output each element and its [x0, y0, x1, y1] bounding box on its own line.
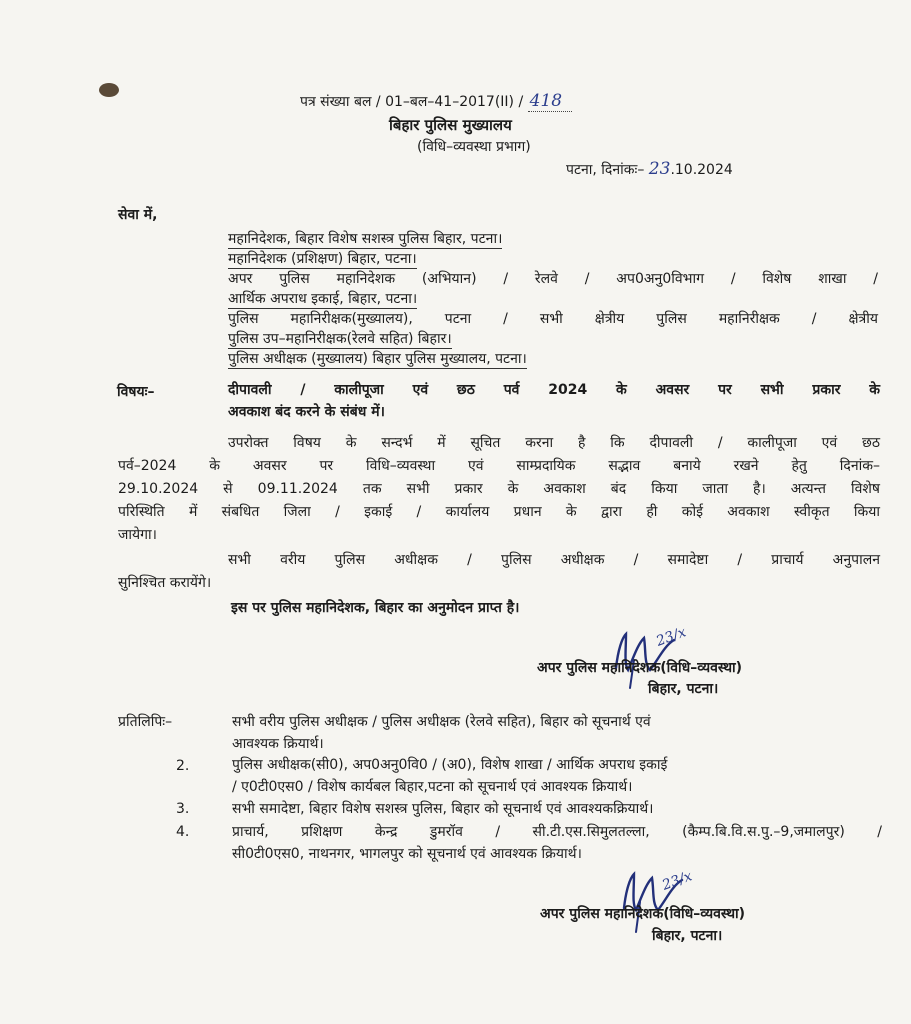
recipient-line: पुलिस उप–महानिरीक्षक(रेलवे सहित) बिहार। [228, 331, 452, 347]
body-line: सभी वरीय पुलिस अधीक्षक / पुलिस अधीक्षक / समादेष्टा / प्राचार्य अनुपालन [228, 552, 880, 568]
signature-mark [610, 858, 720, 936]
body-line: जायेगा। [118, 527, 157, 543]
copy-item-number: 2. [176, 758, 190, 774]
date-day-handwritten: 23 [648, 159, 671, 179]
division-name: (विधि–व्यवस्था प्रभाग) [417, 139, 531, 155]
copy-item-number: 4. [176, 824, 190, 840]
copy-item-line: सभी समादेष्टा, बिहार विशेष सशस्त्र पुलिस, बिहार को सूचनार्थ एवं आवश्यकक्रियार्थ। [232, 801, 654, 817]
body-line: सुनिश्चित करायेंगे। [118, 575, 212, 591]
signatory-designation: अपर पुलिस महानिदेशक(विधि–व्यवस्था) [537, 660, 743, 676]
signature-date-handwritten: 23/x [660, 868, 695, 894]
subject-line-1: दीपावली / कालीपूजा एवं छठ पर्व 2024 के अवसर पर सभी प्रकार के [228, 382, 880, 398]
body-line: परिस्थिति में संबधित जिला / इकाई / कार्यालय प्रधान के द्वारा ही कोई अवकाश स्वीकृत किया [118, 504, 880, 520]
place-date [566, 159, 733, 179]
subject-line-2: अवकाश बंद करने के संबंध में। [228, 404, 385, 420]
punch-hole-mark [99, 83, 119, 97]
body-line: उपरोक्त विषय के सन्दर्भ में सूचित करना है कि दीपावली / कालीपूजा एवं छठ [228, 435, 880, 451]
signatory-designation: अपर पुलिस महानिदेशक(विधि–व्यवस्था) [540, 906, 746, 922]
copy-item-line: / ए0टी0एस0 / विशेष कार्यबल बिहार,पटना को सूचनार्थ एवं आवश्यक क्रियार्थ। [232, 779, 633, 795]
body-line: पर्व–2024 के अवसर पर विधि–व्यवस्था एवं साम्प्रदायिक सद्भाव बनाये रखने हेतु दिनांक– [118, 458, 880, 474]
signatory-place: बिहार, पटना। [648, 681, 719, 697]
recipient-line: महानिदेशक, बिहार विशेष सशस्त्र पुलिस बिहार, पटना। [228, 231, 503, 247]
copy-label: प्रतिलिपिः– [118, 714, 173, 730]
body-line: 29.10.2024 से 09.11.2024 तक सभी प्रकार के अवकाश बंद किया जाता है। अत्यन्त विशेष [118, 481, 880, 497]
letter-number-prefix: पत्र संख्या बल / 01–बल–41–2017(II) / [300, 94, 524, 110]
date-rest: .10.2024 [670, 162, 733, 178]
copy-item-line: प्राचार्य, प्रशिक्षण केन्द्र डुमरॉव / सी.टी.एस.सिमुलतल्ला, (कैम्प.बि.वि.स.पु.–9,जमालपुर) / [232, 824, 882, 840]
recipient-line: महानिदेशक (प्रशिक्षण) बिहार, पटना। [228, 251, 417, 267]
office-name: बिहार पुलिस मुख्यालय [389, 116, 512, 134]
copy-item-line: सी0टी0एस0, नाथनगर, भागलपुर को सूचनार्थ एवं आवश्यक क्रियार्थ। [232, 846, 582, 862]
recipient-line: पुलिस अधीक्षक (मुख्यालय) बिहार पुलिस मुख्यालय, पटना। [228, 351, 527, 367]
place-date-prefix: पटना, दिनांकः– [566, 162, 645, 178]
copy-item-number: 3. [176, 801, 190, 817]
recipient-line: आर्थिक अपराध इकाई, बिहार, पटना। [228, 291, 418, 307]
signature-date-handwritten: 23/x [654, 624, 689, 650]
approval-line: इस पर पुलिस महानिदेशक, बिहार का अनुमोदन प्राप्त है। [231, 600, 520, 616]
copy-item-line: सभी वरीय पुलिस अधीक्षक / पुलिस अधीक्षक (रेलवे सहित), बिहार को सूचनार्थ एवं [232, 714, 651, 730]
subject-label: विषयः– [117, 384, 155, 400]
signature-scribble-icon [610, 858, 720, 936]
recipient-line: अपर पुलिस महानिदेशक (अभियान) / रेलवे / अप0अनु0विभाग / विशेष शाखा / [228, 271, 878, 287]
to-label: सेवा में, [118, 207, 158, 223]
signatory-place: बिहार, पटना। [652, 928, 723, 944]
copy-item-line: पुलिस अधीक्षक(सी0), अप0अनु0वि0 / (अ0), विशेष शाखा / आर्थिक अपराध इकाई [232, 757, 668, 773]
copy-item-line: आवश्यक क्रियार्थ। [232, 736, 324, 752]
letter-number [300, 91, 572, 111]
recipient-line: पुलिस महानिरीक्षक(मुख्यालय), पटना / सभी क्षेत्रीय पुलिस महानिरीक्षक / क्षेत्रीय [228, 311, 878, 327]
letter-number-handwritten: 418 [528, 91, 572, 112]
